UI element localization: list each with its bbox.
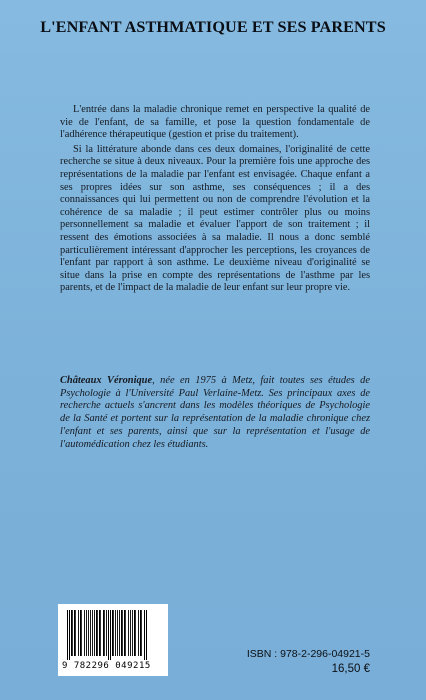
barcode-bar [128,610,129,656]
barcode-bar [117,610,118,656]
barcode-bar [110,610,111,660]
barcode [58,604,168,676]
barcode-bar [90,610,91,656]
barcode-bar [138,610,139,656]
barcode-bar [146,610,147,660]
book-title: L'ENFANT ASTHMATIQUE ET SES PARENTS [40,18,386,36]
barcode-bar [80,610,82,656]
barcode-bar [106,610,107,656]
author-name: Châteaux Véronique [60,375,153,386]
barcode-bar [144,610,145,660]
barcode-bar [86,610,87,656]
barcode-bar [67,610,68,660]
barcode-bar [134,610,136,656]
author-bio-text: , née en 1975 à Metz, fait toutes ses études de Psychologie à l'Université Paul Verlaine-Metz. Ses principaux axes de recherche actuels s'ancrent dans les modèles théoriques de Psychologie de la Santé et portent sur la représentation de la maladie chronique chez l'enfant et ses parents, ainsi que sur la représentation et l'usage de l'automédication chez les étudiants. [60,375,370,450]
barcode-bar [92,610,93,656]
book-summary [60,104,370,297]
barcode-bar [96,610,98,656]
barcode-bar [99,610,101,656]
isbn: ISBN : 978-2-296-04921-5 [246,648,370,660]
price: 16,50 € [331,663,370,675]
barcode-bar [108,610,109,660]
barcode-bar [69,610,70,660]
barcode-bar [124,610,126,656]
summary-paragraph: L'entrée dans la maladie chronique remet en perspective la qualité de vie de l'enfant, de sa famille, et pose la question fondamentale de l'adhérence thérapeutique (gestion et prise du traitement). [60,104,370,141]
barcode-bars [66,610,160,660]
barcode-bar [112,610,114,656]
barcode-bar [78,610,79,656]
barcode-digits: 9 782296 049215 [62,661,151,671]
barcode-bar [121,610,123,656]
barcode-bar [84,610,85,656]
barcode-bar [119,610,120,656]
barcode-bar [132,610,133,656]
barcode-bar [130,610,131,656]
barcode-bar [74,610,76,656]
barcode-bar [71,610,73,656]
summary-paragraph: Si la littérature abonde dans ces deux domaines, l'originalité de cette recherche se situe à deux niveaux. Pour la première fois une approche des représentations de la maladie par l'enfant est envisagée. Chaque enfant a ses propres idées sur son asthme, ses conséquences ; il a des connaissances qui lui permettent ou non de comprendre l'évolution et la cohérence de sa maladie ; il peut estimer contrôler plus ou moins personnellement sa maladie et évaluer l'apport de son traitement ; il ressent des émotions associées à sa maladie. Il nous a donc semblé particulièrement intéressant d'approcher les perceptions, les croyances de l'enfant par rapport à son asthme. Le deuxième niveau d'originalité se situe dans la prise en compte des représentations de l'asthme par les parents, et de l'impact de la maladie de leur enfant sur leur propre vie. [60,143,370,294]
barcode-bar [94,610,95,656]
barcode-bar [88,610,89,656]
barcode-bar [115,610,116,656]
barcode-bar [140,610,142,656]
barcode-bar [103,610,105,656]
author-bio [60,375,370,451]
